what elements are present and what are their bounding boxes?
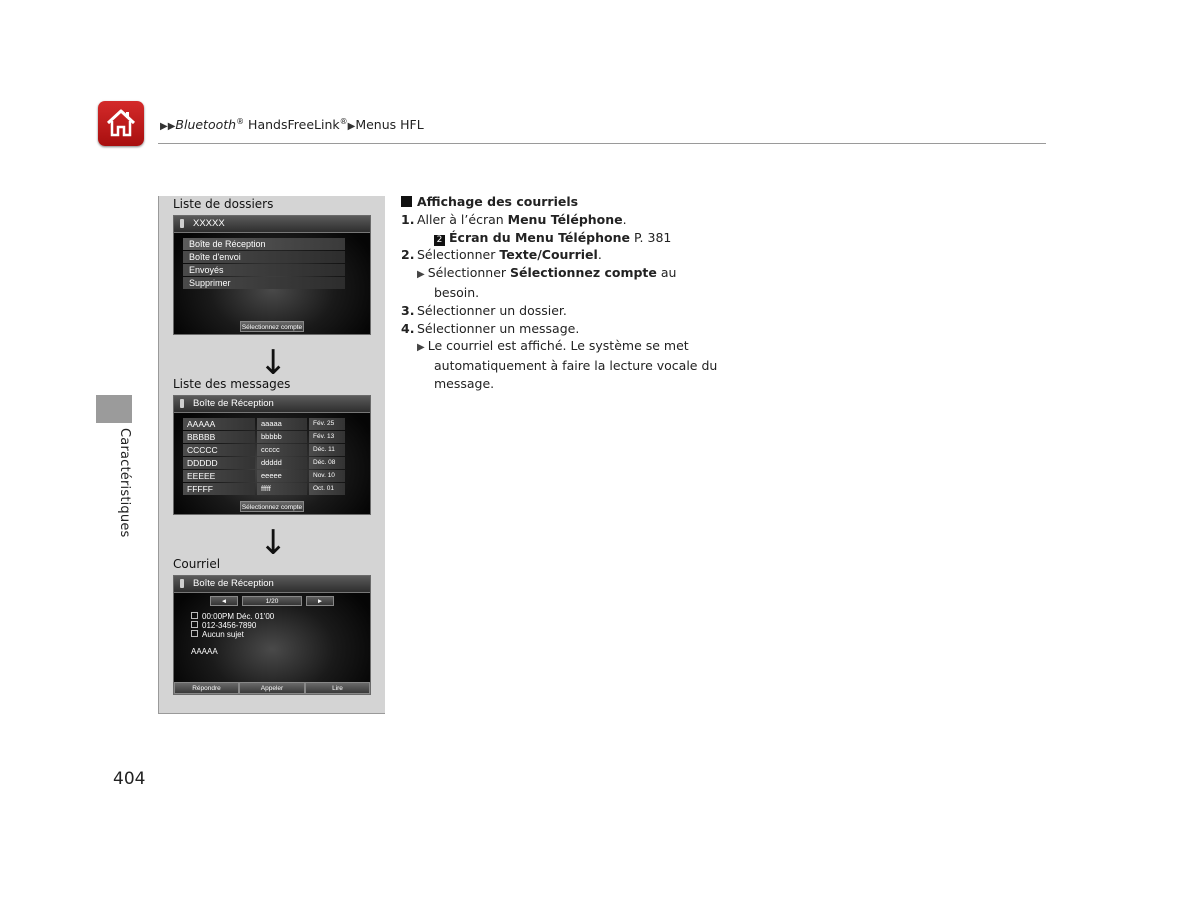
reference-arrow-icon: 2	[434, 235, 445, 246]
label-email: Courriel	[173, 557, 221, 571]
email-subject: Aucun sujet	[191, 630, 244, 639]
clock-icon	[191, 612, 198, 619]
step-1-reference[interactable]: 2 Écran du Menu Téléphone P. 381	[401, 229, 721, 247]
breadcrumb-menus-hfl: Menus HFL	[355, 117, 424, 133]
next-message-button[interactable]: ►	[306, 596, 334, 606]
call-button[interactable]: Appeler	[239, 682, 305, 694]
message-row[interactable]: AAAAA aaaaa Fév. 25	[183, 418, 345, 430]
step-4-note-cont: automatiquement à faire la lecture vocale du	[434, 358, 718, 374]
home-icon	[105, 107, 137, 139]
read-button[interactable]: Lire	[305, 682, 370, 694]
home-button[interactable]	[98, 101, 144, 146]
breadcrumb-arrow-icon: ▶	[347, 121, 356, 133]
step-2: 2. Sélectionner Texte/Courriel.	[401, 247, 602, 263]
email-sender: 012-3456-7890	[191, 621, 256, 630]
folder-item-sent[interactable]: Envoyés	[183, 264, 345, 276]
message-row[interactable]: EEEEE eeeee Nov. 10	[183, 470, 345, 482]
triangle-bullet-icon: ▶	[417, 269, 425, 281]
header-divider	[158, 143, 1046, 144]
select-account-button[interactable]: Sélectionnez compte	[240, 501, 304, 512]
screen-titlebar	[174, 396, 370, 413]
message-row[interactable]: DDDDD ddddd Déc. 08	[183, 457, 345, 469]
breadcrumb-handsfreelink: HandsFreeLink	[244, 117, 340, 133]
screen-folder-list	[173, 215, 371, 335]
screen-title: XXXXX	[193, 218, 225, 229]
subject-icon	[191, 630, 198, 637]
screen-email	[173, 575, 371, 695]
section-heading: Affichage des courriels	[401, 193, 721, 211]
step-3: 3. Sélectionner un dossier.	[401, 302, 567, 318]
section-label: Caractéristiques	[117, 428, 132, 538]
sender-icon	[191, 621, 198, 628]
phone-icon	[180, 399, 184, 408]
square-bullet-icon	[401, 196, 412, 207]
screen-message-list	[173, 395, 371, 515]
phone-icon	[180, 219, 184, 228]
message-counter: 1/20	[242, 596, 302, 606]
arrow-down-icon: ↓	[259, 523, 288, 563]
email-time: 00:00PM Déc. 01'00	[191, 612, 274, 621]
step-4: 4. Sélectionner un message.	[401, 320, 580, 336]
screen-titlebar	[174, 576, 370, 593]
breadcrumb-bluetooth: Bluetooth	[175, 117, 237, 133]
label-message-list: Liste des messages	[173, 377, 291, 391]
message-row[interactable]: FFFFF fffff Oct. 01	[183, 483, 345, 495]
message-row[interactable]: CCCCC ccccc Déc. 11	[183, 444, 345, 456]
screen-title: Boîte de Réception	[193, 398, 274, 409]
folder-item-outbox[interactable]: Boîte d'envoi	[183, 251, 345, 263]
reply-button[interactable]: Répondre	[174, 682, 239, 694]
email-body: AAAAA	[191, 647, 218, 656]
screen-titlebar	[174, 216, 370, 233]
phone-icon	[180, 579, 184, 588]
prev-message-button[interactable]: ◄	[210, 596, 238, 606]
instructions	[401, 193, 721, 393]
folder-item-deleted[interactable]: Supprimer	[183, 277, 345, 289]
step-4-note-cont: message.	[434, 375, 495, 391]
message-row[interactable]: BBBBB bbbbb Fév. 13	[183, 431, 345, 443]
step-1: 1. Aller à l’écran Menu Téléphone.	[401, 211, 627, 227]
arrow-down-icon: ↓	[259, 343, 288, 383]
select-account-button[interactable]: Sélectionnez compte	[240, 321, 304, 332]
figure-panel	[158, 196, 385, 714]
label-folder-list: Liste de dossiers	[173, 197, 274, 211]
breadcrumb: ▶▶Bluetooth® HandsFreeLink®▶Menus HFL	[160, 117, 424, 133]
step-2-note: ▶ Sélectionner Sélectionnez compte au	[417, 265, 677, 281]
page-number: 404	[113, 769, 146, 789]
screen-title: Boîte de Réception	[193, 578, 274, 589]
triangle-bullet-icon: ▶	[417, 342, 425, 354]
step-2-note-cont: besoin.	[434, 284, 480, 300]
folder-item-inbox[interactable]: Boîte de Réception	[183, 238, 345, 250]
breadcrumb-arrow-icon: ▶▶	[160, 121, 176, 133]
step-4-note: ▶ Le courriel est affiché. Le système se met	[417, 338, 689, 354]
section-tab	[96, 395, 132, 423]
